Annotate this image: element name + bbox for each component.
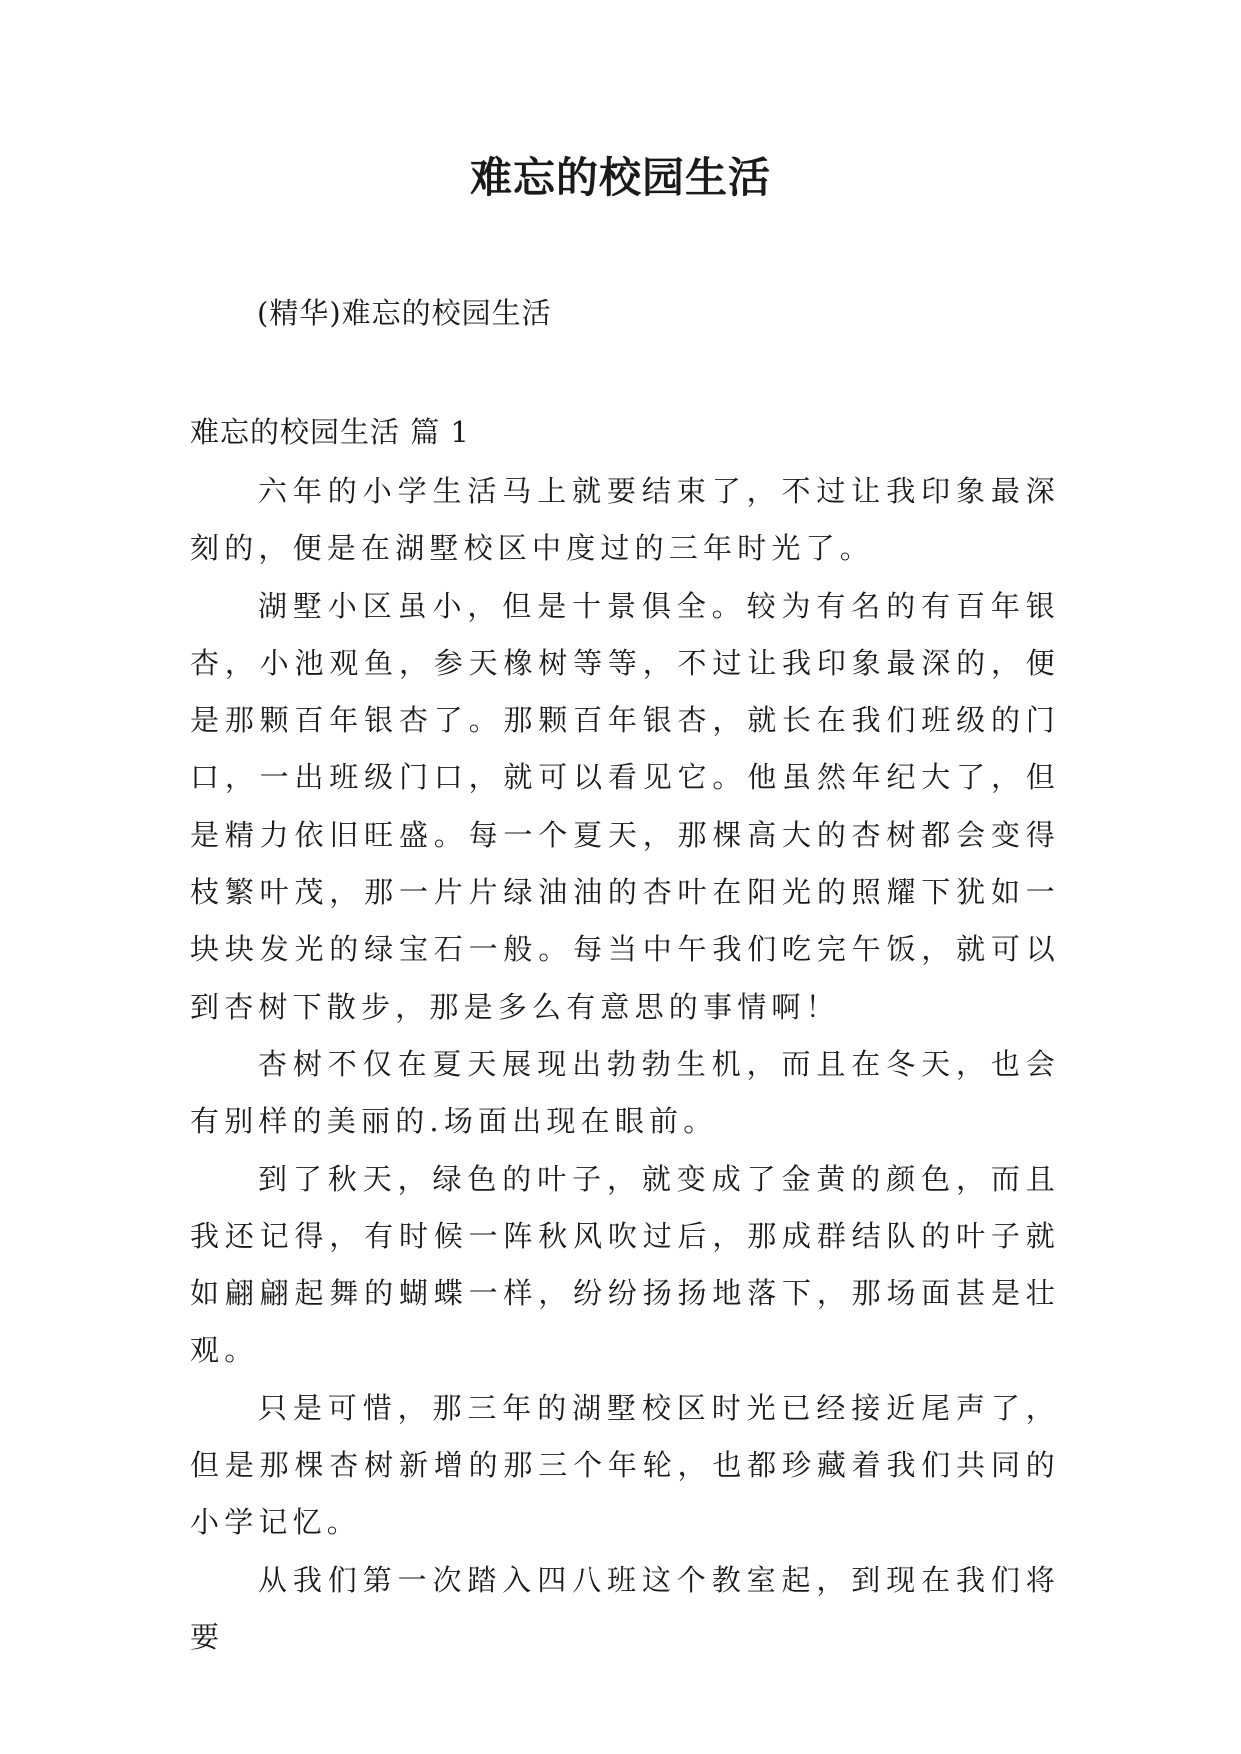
paragraph: 湖墅小区虽小，但是十景俱全。较为有名的有百年银杏，小池观鱼，参天橡树等等，不过让我印象最深的，便是那颗百年银杏了。那颗百年银杏，就长在我们班级的门口，一出班级门口，就可以看见它。他虽然年纪大了，但是精力依旧旺盛。每一个夏天，那棵高大的杏树都会变得枝繁叶茂，那一片片绿油油的杏叶在阳光的照耀下犹如一块块发光的绿宝石一般。每当中午我们吃完午饭，就可以到杏树下散步，那是多么有意思的事情啊！ bbox=[190, 588, 1060, 1024]
document-title: 难忘的校园生活 bbox=[469, 153, 771, 202]
paragraph: 杏树不仅在夏天展现出勃勃生机，而且在冬天，也会有别样的美丽的.场面出现在眼前。 bbox=[190, 1046, 1060, 1139]
document-subtitle: (精华)难忘的校园生活 bbox=[257, 296, 552, 330]
section-heading: 难忘的校园生活 篇 1 bbox=[190, 415, 470, 449]
document-body bbox=[190, 463, 1060, 1666]
paragraph: 六年的小学生活马上就要结束了，不过让我印象最深刻的，便是在湖墅校区中度过的三年时光了。 bbox=[190, 474, 1060, 566]
paragraph: 只是可惜，那三年的湖墅校区时光已经接近尾声了，但是那棵杏树新增的那三个年轮，也都珍藏着我们共同的小学记忆。 bbox=[190, 1390, 1060, 1540]
paragraph: 从我们第一次踏入四八班这个教室起，到现在我们将要 bbox=[190, 1562, 1060, 1654]
paragraph: 到了秋天，绿色的叶子，就变成了金黄的颜色，而且我还记得，有时候一阵秋风吹过后，那成群结队的叶子就如翩翩起舞的蝴蝶一样，纷纷扬扬地落下，那场面甚是壮观。 bbox=[190, 1161, 1060, 1368]
